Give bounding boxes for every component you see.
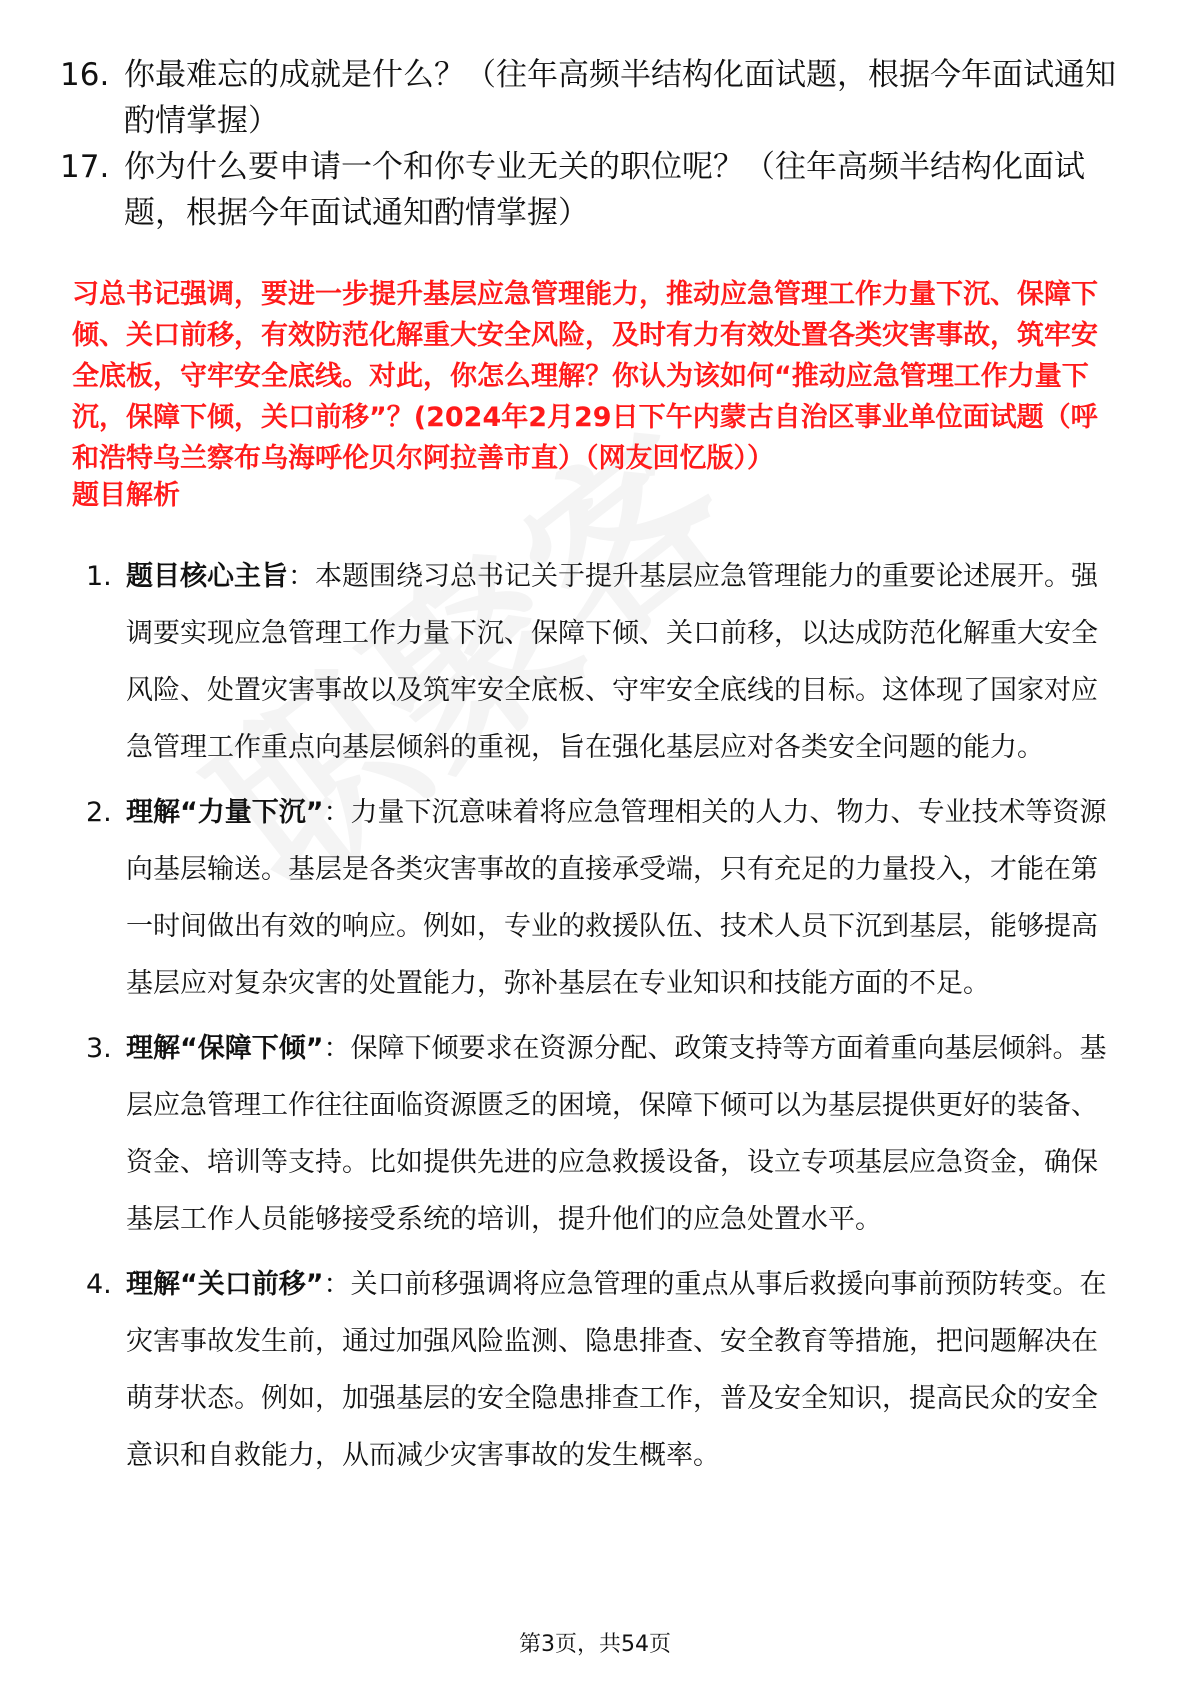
point-number: 1. [86, 561, 112, 592]
analysis-heading: 题目解析 [72, 480, 180, 511]
point-content [126, 1020, 1121, 1248]
point-content [126, 548, 1121, 776]
analysis-list [86, 548, 1121, 1492]
analysis-point-1 [86, 548, 1121, 776]
question-17 [60, 144, 1130, 236]
question-16 [60, 52, 1130, 144]
point-content [126, 784, 1121, 1012]
point-body: ：力量下沉意味着将应急管理相关的人力、物力、专业技术等资源向基层输送。基层是各类灾害事故的直接承受端，只有充足的力量投入，才能在第一时间做出有效的响应。例如，专业的救援队伍、技术人员下沉到基层，能够提高基层应对复杂灾害的处置能力，弥补基层在专业知识和技能方面的不足。 [126, 797, 1107, 999]
analysis-point-4 [86, 1256, 1121, 1484]
highlight-question: 习总书记强调，要进一步提升基层应急管理能力，推动应急管理工作力量下沉、保障下倾、关口前移，有效防范化解重大安全风险，及时有力有效处置各类灾害事故，筑牢安全底板，守牢安全底线。对此，你怎么理解？你认为该如何“推动应急管理工作力量下沉，保障下倾，关口前移”？(2024年2月29日下午内蒙古自治区事业单位面试题（呼和浩特乌兰察布乌海呼伦贝尔阿拉善市直）（网友回忆版）） [72, 279, 1098, 474]
page-footer: 第3页，共54页 [519, 1632, 671, 1657]
point-heading: 理解“保障下倾” [126, 1033, 324, 1064]
point-number: 2. [86, 797, 112, 828]
analysis-point-3 [86, 1020, 1121, 1248]
analysis-point-2 [86, 784, 1121, 1012]
point-heading: 理解“力量下沉” [126, 797, 324, 828]
question-text: 你最难忘的成就是什么？（往年高频半结构化面试题，根据今年面试通知酌情掌握） [124, 57, 1116, 139]
point-heading: 理解“关口前移” [126, 1269, 324, 1300]
point-body: ：本题围绕习总书记关于提升基层应急管理能力的重要论述展开。强调要实现应急管理工作力量下沉、保障下倾、关口前移，以达成防范化解重大安全风险、处置灾害事故以及筑牢安全底板、守牢安全底线的目标。这体现了国家对应急管理工作重点向基层倾斜的重视，旨在强化基层应对各类安全问题的能力。 [126, 561, 1098, 763]
point-body: ：关口前移强调将应急管理的重点从事后救援向事前预防转变。在灾害事故发生前，通过加强风险监测、隐患排查、安全教育等措施，把问题解决在萌芽状态。例如，加强基层的安全隐患排查工作，普及安全知识，提高民众的安全意识和自救能力，从而减少灾害事故的发生概率。 [126, 1269, 1107, 1471]
question-number: 16. [60, 57, 110, 93]
point-content [126, 1256, 1121, 1484]
point-body: ：保障下倾要求在资源分配、政策支持等方面着重向基层倾斜。基层应急管理工作往往面临资源匮乏的困境，保障下倾可以为基层提供更好的装备、资金、培训等支持。比如提供先进的应急救援设备，设立专项基层应急资金，确保基层工作人员能够接受系统的培训，提升他们的应急处置水平。 [126, 1033, 1107, 1235]
question-text: 你为什么要申请一个和你专业无关的职位呢？（往年高频半结构化面试题，根据今年面试通知酌情掌握） [124, 149, 1085, 231]
point-heading: 题目核心主旨 [126, 561, 288, 592]
point-number: 3. [86, 1033, 112, 1064]
point-number: 4. [86, 1269, 112, 1300]
question-number: 17. [60, 149, 110, 185]
